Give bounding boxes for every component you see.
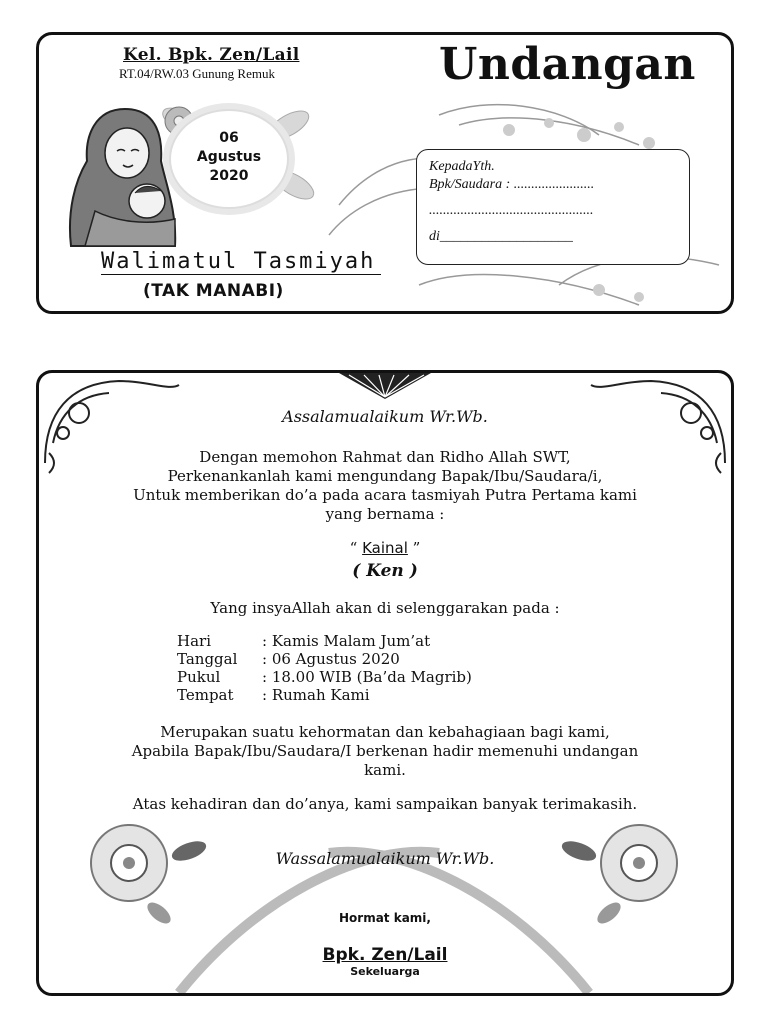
child-nickname: ( Ken ) [352,561,418,581]
detail-row-time [177,668,472,686]
recipient-place-line: di___________________ [429,229,573,244]
cover-card [36,32,734,314]
recipient-name-line: Bpk/Saudara : ....................... [429,177,595,192]
quote-close: ” [407,539,421,557]
date-year: 2020 [209,168,249,184]
closing-salam: Wassalamualaikum Wr.Wb. [275,849,495,868]
signature-name-text: Bpk. Zen/Lail [322,945,448,965]
detail-value: : Rumah Kami [262,686,370,704]
opening-salam: Assalamualaikum Wr.Wb. [282,407,488,426]
detail-label: Hari [177,632,211,650]
detail-value: : 18.00 WIB (Ba’da Magrib) [262,668,472,686]
signature-role: Sekeluarga [350,965,420,978]
recipient-address-box [416,149,690,265]
intro-line: Dengan memohon Rahmat dan Ridho Allah SWT, [199,448,571,466]
quote-open: “ [349,539,363,557]
letter-card [36,370,734,996]
date-day: 06 [219,130,239,146]
detail-label: Pukul [177,668,221,686]
child-name-line [39,539,731,557]
intro-line: yang bernama : [325,505,445,523]
intro-line: Perkenankanlah kami mengundang Bapak/Ibu/Saudara/i, [167,467,603,485]
honor-line: Apabila Bapak/Ibu/Saudara/I berkenan hadir memenuhi undangan [131,742,639,760]
recipient-blank-line: ............................................... [429,203,594,218]
detail-label: Tanggal [177,650,238,668]
event-details [177,632,472,704]
thanks-paragraph: Atas kehadiran dan do’anya, kami sampaikan banyak terimakasih. [132,795,638,813]
date-badge [169,109,289,209]
sender-address: RT.04/RW.03 Gunung Remuk [119,66,275,81]
mother-baby-illustration [65,101,185,251]
detail-row-place [177,686,472,704]
detail-row-day [177,632,472,650]
date-month: Agustus [196,149,262,165]
detail-row-date [177,650,472,668]
invitation-title: Undangan [439,39,696,90]
detail-label: Tempat [177,686,234,704]
regards: Hormat kami, [339,911,431,925]
schedule-intro: Yang insyaAllah akan di selenggarakan pada : [210,599,560,617]
honor-paragraph [79,723,691,780]
recipient-greeting: KepadaYth. [429,159,495,174]
sender-name: Kel. Bpk. Zen/Lail [123,45,300,65]
intro-line: Untuk memberikan do’a pada acara tasmiyah Putra Pertama kami [133,486,637,504]
child-name: Kainal [362,539,408,557]
detail-value: : 06 Agustus 2020 [262,650,400,668]
event-name: Walimatul Tasmiyah [101,249,381,275]
signature-name [39,945,731,965]
honor-line: kami. [364,761,406,779]
intro-paragraph [79,448,691,524]
honor-line: Merupakan suatu kehormatan dan kebahagiaan bagi kami, [160,723,610,741]
event-note: (TAK MANABI) [143,281,284,301]
detail-value: : Kamis Malam Jum’at [262,632,431,650]
